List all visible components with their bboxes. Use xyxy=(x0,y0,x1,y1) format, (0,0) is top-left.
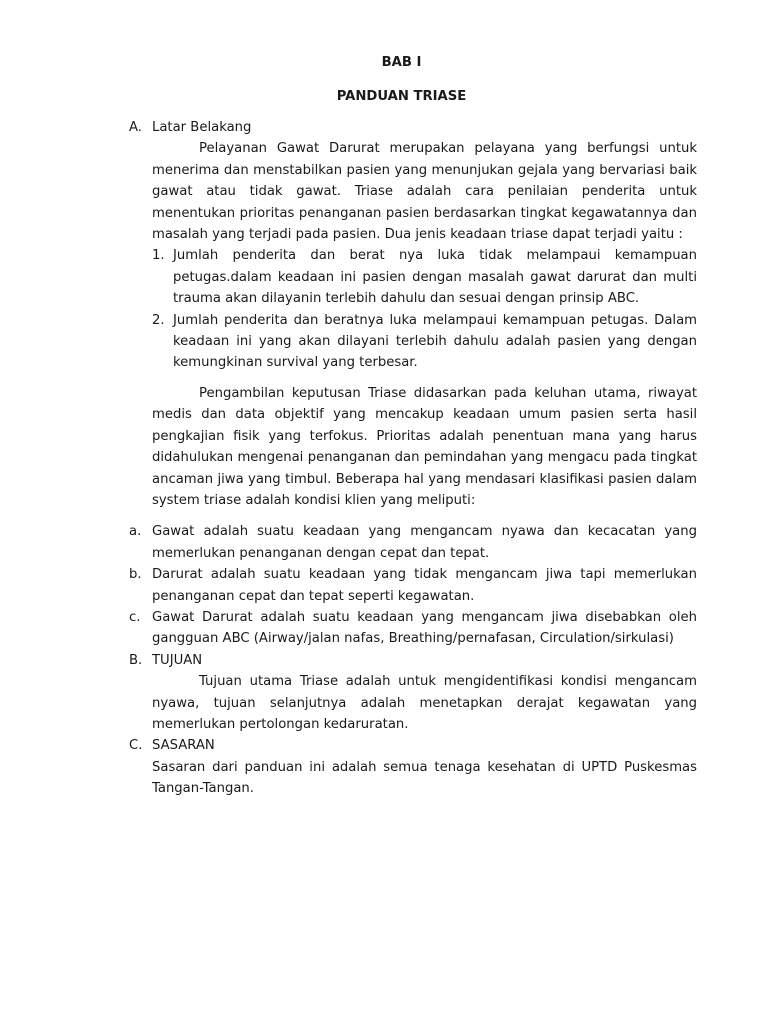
numbered-item-2 xyxy=(152,310,697,374)
lettered-item-marker: b. xyxy=(129,567,142,583)
numbered-item-marker: 2. xyxy=(152,312,165,328)
background-paragraph-1: Pelayanan Gawat Darurat merupakan pelayana yang berfungsi untuk menerima dan menstabilkan pasien yang menunjukan gejala yang bervariasi baik gawat atau tidak gawat. Triase adalah cara penilaian penderita untuk menentukan prioritas penanganan pasien berdasarkan tingkat kegawatannya dan masalah yang terjadi pada pasien. Dua jenis keadaan triase dapat terjadi yaitu : xyxy=(152,141,697,243)
lettered-list xyxy=(129,521,697,649)
chapter-heading: BAB I xyxy=(381,55,422,70)
section-a-body xyxy=(129,138,697,511)
section-a-title: Latar Belakang xyxy=(152,120,252,135)
lettered-item-marker: c. xyxy=(129,609,141,625)
section-c-heading xyxy=(129,735,697,756)
numbered-item-1 xyxy=(152,245,697,309)
section-a-heading xyxy=(129,117,697,138)
section-b-marker: B. xyxy=(129,652,143,668)
lettered-item-c xyxy=(129,607,697,650)
lettered-item-text: Darurat adalah suatu keadaan yang tidak mengancam jiwa tapi memerlukan penanganan cepat dan tepat seperti kegawatan. xyxy=(152,567,697,604)
lettered-item-b xyxy=(129,564,697,607)
numbered-item-text: Jumlah penderita dan berat nya luka tidak melampaui kemampuan petugas.dalam keadaan ini pasien dengan masalah gawat darurat dan multi trauma akan dilayanin terlebih dahulu dan sesuai dengan prinsip ABC. xyxy=(173,248,697,307)
section-c-body xyxy=(129,757,697,800)
numbered-item-text: Jumlah penderita dan beratnya luka melampaui kemampuan petugas. Dalam keadaan ini yang akan dilayani terlebih dahulu adalah pasien yang dengan kemungkinan survival yang terbesar. xyxy=(173,312,697,371)
lettered-item-a xyxy=(129,521,697,564)
section-c-title: SASARAN xyxy=(152,738,215,754)
background-paragraph-2: Pengambilan keputusan Triase didasarkan pada keluhan utama, riwayat medis dan data objektif yang mencakup keadaan umum pasien serta hasil pengkajian fisik yang terfokus. Prioritas adalah penentuan mana yang harus didahulukan mengenai penanganan dan pemindahan yang mengacu pada tingkat ancaman jiwa yang timbul. Beberapa hal yang mendasari klasifikasi pasien dalam system triase adalah kondisi klien yang meliputi: xyxy=(152,385,697,508)
document-body xyxy=(129,117,697,800)
numbered-item-marker: 1. xyxy=(152,248,165,264)
lettered-item-text: Gawat Darurat adalah suatu keadaan yang mengancam jiwa disebabkan oleh gangguan ABC (Airway/jalan nafas, Breathing/pernafasan, Circulation/sirkulasi) xyxy=(152,609,697,647)
lettered-item-marker: a. xyxy=(129,524,142,540)
section-b-title: TUJUAN xyxy=(152,652,203,668)
section-b-heading xyxy=(129,650,697,671)
section-b-body xyxy=(129,671,697,735)
target-paragraph: Sasaran dari panduan ini adalah semua tenaga kesehatan di UPTD Puskesmas Tangan-Tangan. xyxy=(152,759,697,797)
purpose-paragraph: Tujuan utama Triase adalah untuk mengidentifikasi kondisi mengancam nyawa, tujuan selanjutnya adalah menetapkan derajat kegawatan yang memerlukan pertolongan kedaruratan. xyxy=(152,674,697,732)
section-a-marker: A. xyxy=(129,120,142,135)
section-c-marker: C. xyxy=(129,738,143,754)
document-title: PANDUAN TRIASE xyxy=(336,89,467,104)
lettered-item-text: Gawat adalah suatu keadaan yang mengancam nyawa dan kecacatan yang memerlukan penanganan dengan cepat dan tepat. xyxy=(152,524,697,561)
